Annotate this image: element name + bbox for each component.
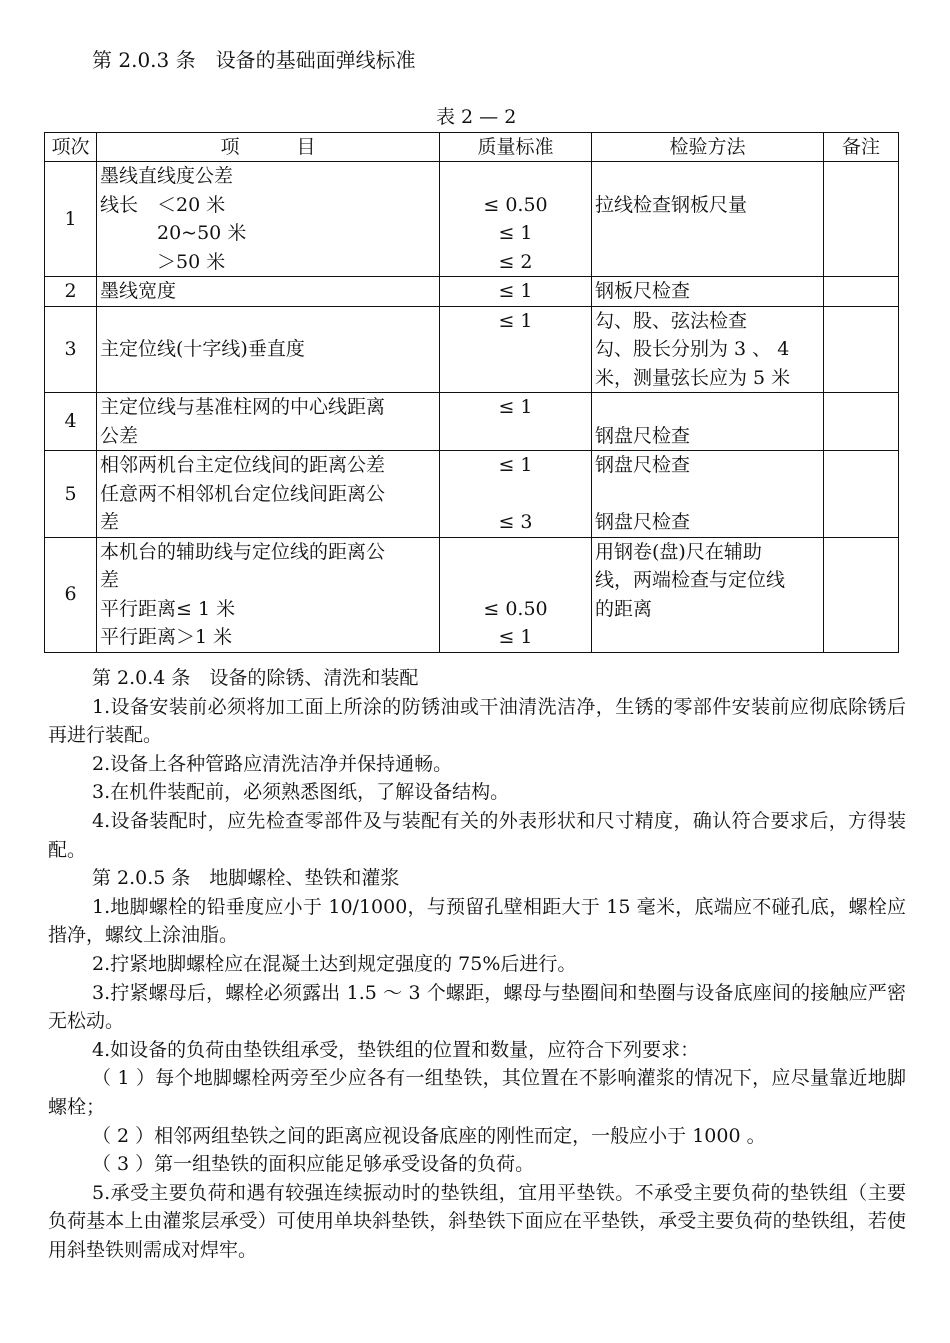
standard-cell	[440, 277, 592, 307]
item-cell	[97, 451, 440, 538]
paragraph: （ 3 ）第一组垫铁的面积应能足够承受设备的负荷。	[92, 1153, 535, 1176]
paragraph: 1.设备安装前必须将加工面上所涂的防锈油或干油清洗洁净，生锈的零部件安装前应彻底除锈后再进行装配。	[48, 695, 906, 747]
paragraph: 5.承受主要负荷和遇有较强连续振动时的垫铁组，宜用平垫铁。不承受主要负荷的垫铁组（主要负荷基本上由灌浆层承受）可使用单块斜垫铁，斜垫铁下面应在平垫铁，承受主要负荷的垫铁组，若使用斜垫铁则需成对焊牢。	[48, 1181, 906, 1261]
paragraph: 4.设备装配时，应先检查零部件及与装配有关的外表形状和尺寸精度，确认符合要求后，方得装配。	[48, 809, 906, 861]
item-line: 相邻两机台主定位线间的距离公差	[100, 454, 386, 476]
standard-line	[443, 538, 588, 567]
item-line: ＞50 米	[100, 250, 226, 273]
header-cell: 检验方法	[592, 133, 824, 162]
standard-line: ≤ 1	[498, 626, 533, 648]
header-cell: 备注	[824, 133, 899, 162]
method-line: 线，两端检查与定位线	[595, 569, 786, 591]
table-row	[45, 306, 899, 393]
standard-line: ≤ 1	[498, 280, 533, 302]
method-cell	[592, 393, 824, 451]
row-number: 4	[45, 393, 97, 451]
standard-cell	[440, 451, 592, 538]
method-line: 拉线检查钢板尺量	[595, 193, 748, 216]
item-line: 任意两不相邻机台定位线间距离公	[100, 482, 386, 505]
paragraph: 3.拧紧螺母后，螺栓必须露出 1.5 ～ 3 个螺距，螺母与垫圈间和垫圈与设备底座间的接触应严密无松动。	[48, 981, 906, 1033]
method-line: 勾、股长分别为 3 、 4	[595, 338, 790, 360]
method-line: 米，测量弦长应为 5 米	[595, 366, 791, 389]
standards-table	[44, 132, 899, 653]
standard-cell	[440, 393, 592, 451]
standard-line: ≤ 0.50	[483, 597, 548, 620]
remark-cell	[824, 451, 899, 538]
header-cell: 项次	[45, 133, 97, 162]
remark-cell	[824, 277, 899, 307]
item-cell	[97, 162, 440, 277]
method-cell	[592, 306, 824, 393]
section-heading: 第 2.0.3 条 设备的基础面弹线标准	[92, 48, 416, 72]
method-line: 的距离	[595, 597, 653, 620]
table-caption: 表 2 — 2	[436, 106, 517, 128]
header-cell: 质量标准	[440, 133, 592, 162]
standard-line: ≤ 1	[498, 222, 533, 244]
item-line: 墨线宽度	[100, 280, 177, 302]
method-line: 钢盘尺检查	[595, 424, 691, 447]
standard-line: ≤ 1	[498, 396, 533, 418]
method-line: 钢盘尺检查	[595, 511, 691, 533]
item-line: 墨线直线度公差	[100, 165, 234, 187]
standard-cell	[440, 537, 592, 652]
standard-line	[443, 162, 588, 191]
standard-line: ≤ 2	[498, 250, 533, 273]
method-cell	[592, 162, 824, 277]
method-line	[595, 162, 820, 191]
header-cell: 项 目	[97, 133, 440, 162]
item-cell	[97, 537, 440, 652]
item-line: 平行距离≤ 1 米	[100, 597, 236, 620]
item-line: 平行距离＞1 米	[100, 626, 233, 648]
paragraph: 4.如设备的负荷由垫铁组承受，垫铁组的位置和数量，应符合下列要求：	[92, 1038, 700, 1061]
method-line	[595, 393, 820, 422]
table-row	[45, 451, 899, 538]
item-line: 公差	[100, 424, 139, 447]
method-line: 钢盘尺检查	[595, 454, 691, 476]
method-line	[595, 480, 820, 509]
remark-cell	[824, 306, 899, 393]
item-line: 主定位线与基准柱网的中心线距离	[100, 396, 386, 418]
item-cell	[97, 393, 440, 451]
item-line: 主定位线(十字线)垂直度	[100, 338, 305, 360]
item-line	[100, 307, 436, 336]
item-line: 差	[100, 511, 120, 533]
method-cell	[592, 537, 824, 652]
standard-line	[443, 566, 588, 595]
body-text	[48, 664, 906, 1264]
item-line: 差	[100, 569, 120, 591]
method-cell	[592, 451, 824, 538]
row-number: 5	[45, 451, 97, 538]
item-line: 本机台的辅助线与定位线的距离公	[100, 540, 386, 563]
row-number: 2	[45, 277, 97, 307]
method-line: 勾、股、弦法检查	[595, 309, 748, 332]
table-row	[45, 393, 899, 451]
remark-cell	[824, 162, 899, 277]
section-heading: 第 2.0.4 条 设备的除锈、清洗和装配	[92, 667, 419, 689]
section-heading: 第 2.0.5 条 地脚螺栓、垫铁和灌浆	[92, 867, 400, 890]
row-number: 6	[45, 537, 97, 652]
paragraph: （ 1 ）每个地脚螺栓两旁至少应各有一组垫铁，其位置在不影响灌浆的情况下，应尽量靠近地脚螺栓；	[48, 1067, 906, 1118]
item-cell	[97, 306, 440, 393]
item-cell	[97, 277, 440, 307]
table-row	[45, 537, 899, 652]
item-line: 20~50 米	[100, 222, 247, 244]
item-line: 线长 ＜20 米	[100, 193, 226, 216]
paragraph: 3.在机件装配前，必须熟悉图纸，了解设备结构。	[92, 781, 510, 804]
table-header-row	[45, 133, 899, 162]
remark-cell	[824, 537, 899, 652]
standard-line	[443, 480, 588, 509]
method-cell	[592, 277, 824, 307]
standard-line: ≤ 3	[498, 511, 533, 533]
paragraph: 2.拧紧地脚螺栓应在混凝土达到规定强度的 75%后进行。	[92, 952, 577, 975]
standard-line: ≤ 1	[498, 309, 533, 332]
method-line: 用钢卷(盘)尺在辅助	[595, 540, 762, 563]
standard-cell	[440, 306, 592, 393]
standard-line: ≤ 1	[498, 454, 533, 476]
paragraph: 2.设备上各种管路应清洗洁净并保持通畅。	[92, 752, 453, 775]
row-number: 3	[45, 306, 97, 393]
table-row	[45, 277, 899, 307]
method-line: 钢板尺检查	[595, 280, 691, 302]
row-number: 1	[45, 162, 97, 277]
standard-cell	[440, 162, 592, 277]
table-row	[45, 162, 899, 277]
paragraph: （ 2 ）相邻两组垫铁之间的距离应视设备底座的刚性而定，一般应小于 1000 。	[92, 1124, 766, 1147]
remark-cell	[824, 393, 899, 451]
standard-line: ≤ 0.50	[483, 193, 548, 216]
paragraph: 1.地脚螺栓的铅垂度应小于 10/1000，与预留孔壁相距大于 15 毫米，底端应不碰孔底，螺栓应揩净，螺纹上涂油脂。	[48, 895, 906, 947]
